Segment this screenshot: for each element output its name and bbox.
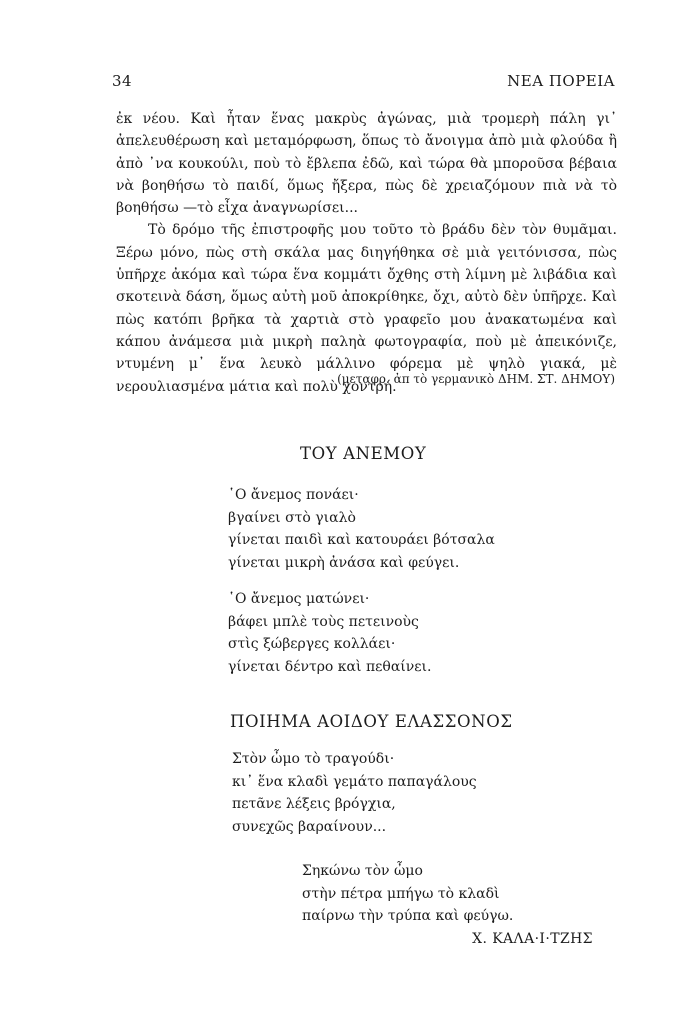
running-header (112, 72, 615, 90)
poem-line: γίνεται δέντρο καὶ πεθαίνει. (228, 658, 432, 675)
poem-line: στὶς ξώβεργες κολλάει· (228, 636, 396, 652)
poem-stanza (228, 588, 431, 678)
poem-line: γίνεται μικρὴ ἀνάσα καὶ φεύγει. (228, 554, 460, 571)
poem-author: Χ. ΚΑΛΑ·Ι·ΤΖΗΣ (472, 931, 593, 947)
poem-line: ῾Ο ἄνεμος πονάει· (228, 487, 359, 503)
poem-line: στὴν πέτρα μπήγω τὸ κλαδὶ (302, 885, 500, 902)
poem-stanza (228, 484, 495, 574)
poem-line: παίρνω τὴν τρύπα καὶ φεύγω. (302, 908, 514, 924)
poem-stanza (232, 748, 477, 838)
poem-line: βγαίνει στὸ γιαλὸ (228, 509, 356, 526)
page-number: 34 (112, 72, 133, 90)
prose-excerpt (116, 108, 617, 398)
journal-title: ΝΕΑ ΠΟΡΕΙΑ (507, 72, 615, 90)
poem-line: βάφει μπλὲ τοὺς πετεινοὺς (228, 613, 419, 630)
prose-paragraph: ἐκ νέου. Καὶ ἦταν ἕνας μακρὺς ἀγώνας, μιὰ τρομερὴ πάλη γι᾽ ἀπελευθέρωση καὶ μεταμόρφωση, ὅπως τὸ ἄνοιγμα ἀπὸ μιὰ φλούδα ἢ ἀπὸ ᾽να κουκούλι, ποὺ τὸ ἔβλεπα ἐδῶ, καὶ τώρα θὰ μποροῦσα βέβαια νὰ βοηθήσω τὸ παιδί, ὅμως ἤξερα, πὼς δὲ χρειαζόμουν πιὰ νὰ τὸ βοηθήσω —τὸ εἶχα ἀναγνωρίσει... (116, 111, 617, 217)
poem-line: κι᾽ ἕνα κλαδὶ γεμάτο παπαγάλους (232, 773, 477, 790)
poem-line: γίνεται παιδὶ καὶ κατουράει βότσαλα (228, 532, 495, 548)
translator-credit: (μεταφρ. ἀπ τὸ γερμανικὸ ΔΗΜ. ΣΤ. ΔΗΜΟΥ) (337, 372, 615, 386)
poem-line: συνεχῶς βαραίνουν... (232, 818, 387, 835)
poem-line: ῾Ο ἄνεμος ματώνει· (228, 591, 370, 607)
poem-title: ΠΟΙΗΜΑ ΑΟΙΔΟΥ ΕΛΑΣΣΟΝΟΣ (230, 712, 513, 731)
poem-line: Σηκώνω τὸν ὦμο (302, 863, 423, 879)
prose-paragraph: Τὸ δρόμο τῆς ἐπιστροφῆς μου τοῦτο τὸ βράδυ δὲν τὸν θυμᾶμαι. Ξέρω μόνο, πὼς στὴ σκάλα μας διηγήθηκα σὲ μιὰ γειτόνισσα, πὼς ὑπῆρχε ἀκόμα καὶ τώρα ἕνα κομμάτι ὄχθης στὴ λίμνη μὲ λιβάδια καὶ σκοτεινὰ δάση, ὅμως αὐτὴ μοῦ ἀποκρίθηκε, ὄχι, αὐτὸ δὲν ὑπῆρχε. Καὶ πὼς κατόπι βρῆκα τὰ χαρτιὰ στὸ γραφεῖο μου ἀνακατωμένα καὶ κάπου ἀνάμεσα μιὰ μικρὴ παληὰ φωτογραφία, ποὺ μὲ ἀπεικόνιζε, ντυμένη μ᾽ ἕνα λευκὸ μάλλινο φόρεμα μὲ ψηλὸ γιακά, μὲ νερουλιασμένα μάτια καὶ πολὺ χοντρή. (116, 222, 617, 395)
poem-stanza (302, 860, 513, 928)
poem-line: πετᾶνε λέξεις βρόγχια, (232, 796, 396, 812)
poem-line: Στὸν ὦμο τὸ τραγούδι· (232, 751, 395, 767)
poem-title: ΤΟΥ ΑΝΕΜΟΥ (300, 444, 427, 463)
